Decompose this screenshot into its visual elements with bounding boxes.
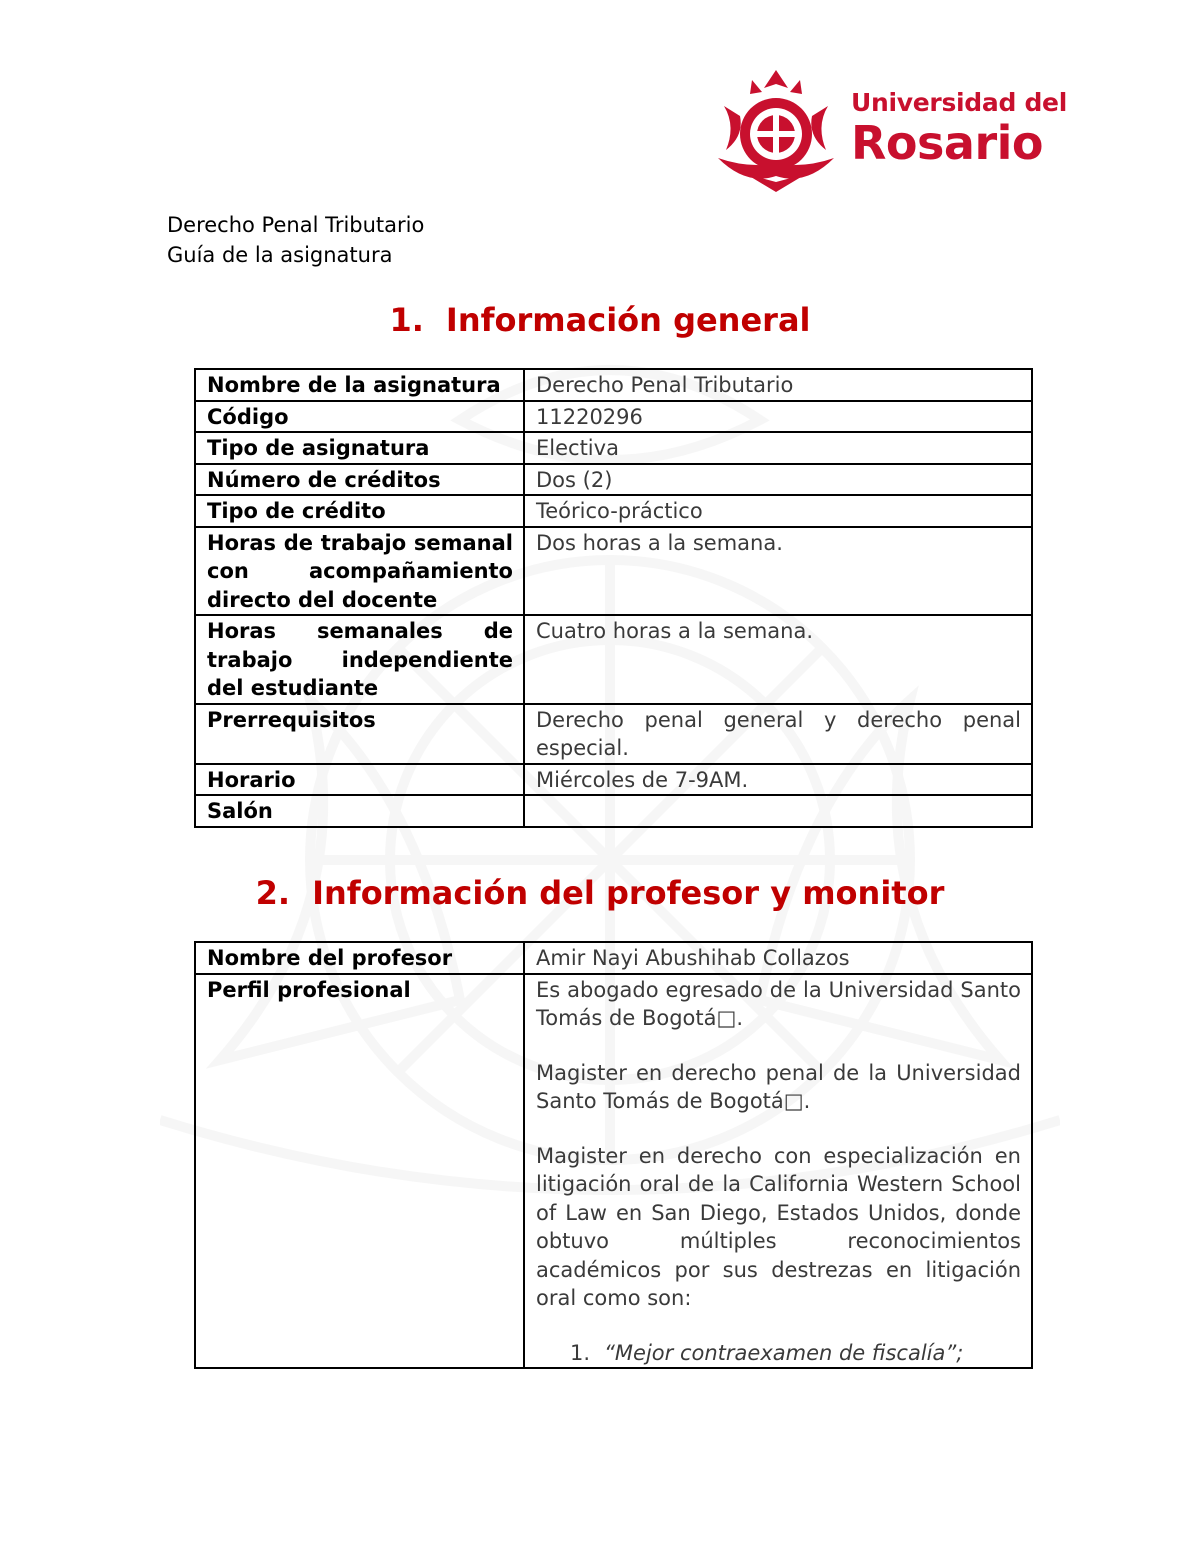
row-value: Electiva (524, 432, 1032, 464)
row-value: Teórico-práctico (524, 495, 1032, 527)
table-row (195, 795, 1032, 827)
row-value: Dos (2) (524, 464, 1032, 496)
list-item (536, 1339, 1021, 1368)
row-value: 11220296 (524, 401, 1032, 433)
table-row (195, 615, 1032, 704)
table-row (195, 527, 1032, 616)
professional-profile (524, 974, 1032, 1369)
row-value: Cuatro horas a la semana. (524, 615, 1032, 704)
table-row (195, 764, 1032, 796)
course-title: Derecho Penal Tributario (167, 213, 425, 237)
row-label: Tipo de asignatura (195, 432, 524, 464)
list-number: 1. (570, 1340, 591, 1365)
profile-paragraph: Es abogado egresado de la Universidad Santo Tomás de Bogotá□. (536, 977, 1021, 1030)
professor-name: Amir Nayi Abushihab Collazos (524, 942, 1032, 974)
row-label: Horario (195, 764, 524, 796)
table-row (195, 432, 1032, 464)
professor-info-table (194, 941, 1033, 1369)
general-info-table (194, 368, 1033, 828)
row-label: Tipo de crédito (195, 495, 524, 527)
row-label: Prerrequisitos (195, 704, 524, 764)
row-label: Horas semanales de trabajo independiente del estudiante (195, 615, 524, 704)
section-title: Información del profesor y monitor (312, 874, 945, 912)
table-row (195, 495, 1032, 527)
row-value: Miércoles de 7-9AM. (524, 764, 1032, 796)
section-heading-professor-info (0, 873, 1200, 913)
row-value: Derecho penal general y derecho penal especial. (524, 704, 1032, 764)
section-heading-general-info (0, 300, 1200, 340)
section-number: 2. (255, 874, 291, 912)
row-label: Salón (195, 795, 524, 827)
table-row (195, 464, 1032, 496)
profile-paragraph: Magister en derecho penal de la Universidad Santo Tomás de Bogotá□. (536, 1060, 1021, 1113)
row-label: Perfil profesional (195, 974, 524, 1369)
document-subtitle: Guía de la asignatura (167, 243, 393, 267)
row-label: Número de créditos (195, 464, 524, 496)
table-row (195, 401, 1032, 433)
row-label: Nombre del profesor (195, 942, 524, 974)
section-title: Información general (445, 301, 811, 339)
table-row (195, 974, 1032, 1369)
profile-paragraph: Magister en derecho con especialización en litigación oral de la California Western School of Law en San Diego, Estados Unidos, donde obtuvo múltiples reconocimientos académicos por sus destrezas en litigación oral como son: (536, 1143, 1021, 1310)
row-label: Horas de trabajo semanal con acompañamiento directo del docente (195, 527, 524, 616)
university-wordmark (851, 88, 1067, 168)
table-row (195, 704, 1032, 764)
row-label: Nombre de la asignatura (195, 369, 524, 401)
row-value (524, 795, 1032, 827)
list-item-text: “Mejor contraexamen de fiscalía”; (604, 1340, 964, 1365)
wordmark-line1: Universidad del (851, 88, 1067, 117)
row-label: Código (195, 401, 524, 433)
table-row (195, 942, 1032, 974)
table-row (195, 369, 1032, 401)
document-header (167, 210, 424, 270)
row-value: Dos horas a la semana. (524, 527, 1032, 616)
wordmark-line2: Rosario (851, 116, 1043, 170)
row-value: Derecho Penal Tributario (524, 369, 1032, 401)
section-number: 1. (389, 301, 424, 339)
